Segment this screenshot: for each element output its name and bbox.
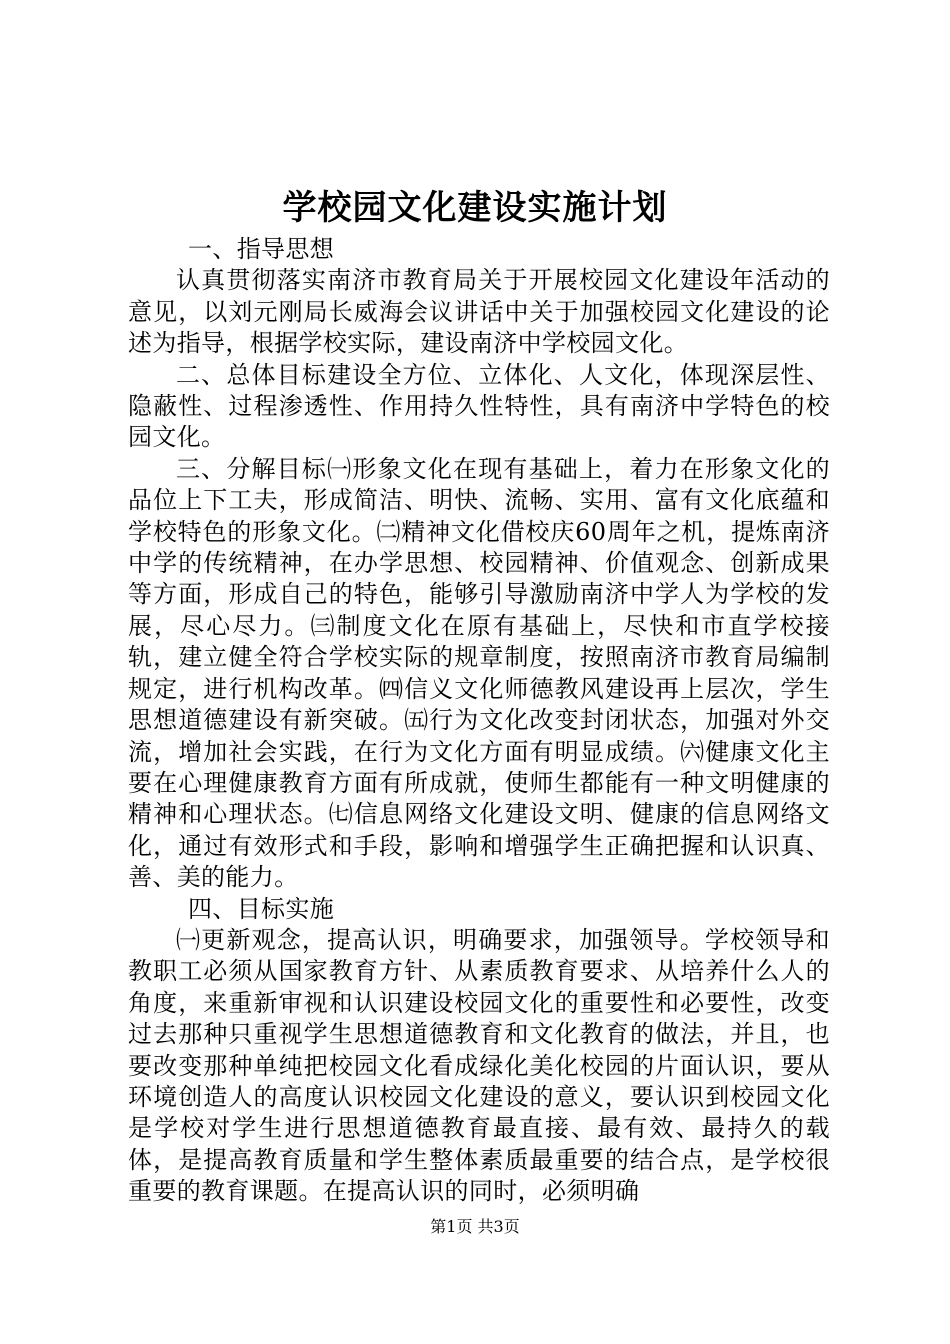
document-body [128,234,830,1208]
paragraph-guiding-ideology: 认真贯彻落实南济市教育局关于开展校园文化建设年活动的意见，以刘元刚局长威海会议讲话中关于加强校园文化建设的论述为指导，根据学校实际，建设南济中学校园文化。 [128,266,830,358]
paragraph-implementation: ㈠更新观念，提高认识，明确要求，加强领导。学校领导和教职工必须从国家教育方针、从素质教育要求、从培养什么人的角度，来重新审视和认识建设校园文化的重要性和必要性，改变过去那种只重视学生思想道德教育和文化教育的做法，并且，也要改变那种单纯把校园文化看成绿化美化校园的片面认识，要从环境创造人的高度认识校园文化建设的意义，要认识到校园文化是学校对学生进行思想道德教育最直接、最有效、最持久的载体，是提高教育质量和学生整体素质最重要的结合点，是学校很重要的教育课题。在提高认识的同时，必须明确 [128,925,830,1206]
section-heading-implementation: 四、目标实施 [188,894,335,923]
paragraph-overall-goal: 二、总体目标建设全方位、立体化、人文化，体现深层性、隐蔽性、过程渗透性、作用持久性特性，具有南济中学特色的校园文化。 [128,360,830,452]
paragraph-decomposed-goals: 三、分解目标㈠形象文化在现有基础上，着力在形象文化的品位上下工夫，形成简洁、明快、流畅、实用、富有文化底蕴和学校特色的形象文化。㈡精神文化借校庆60周年之机，提炼南济中学的传统精神，在办学思想、校园精神、价值观念、创新成果等方面，形成自己的特色，能够引导激励南济中学人为学校的发展，尽心尽力。㈢制度文化在原有基础上，尽快和市直学校接轨，建立健全符合学校实际的规章制度，按照南济市教育局编制规定，进行机构改革。㈣信义文化师德教风建设再上层次，学生思想道德建设有新突破。㈤行为文化改变封闭状态，加强对外交流，增加社会实践，在行为文化方面有明显成绩。㈥健康文化主要在心理健康教育方面有所成就，使师生都能有一种文明健康的精神和心理状态。㈦信息网络文化建设文明、健康的信息网络文化，通过有效形式和手段，影响和增强学生正确把握和认识真、善、美的能力。 [128,454,830,892]
section-heading-guiding-ideology: 一、指导思想 [188,235,335,263]
page-number-footer: 第1页 共3页 [430,1217,520,1236]
page-title: 学校园文化建设实施计划 [282,188,668,228]
